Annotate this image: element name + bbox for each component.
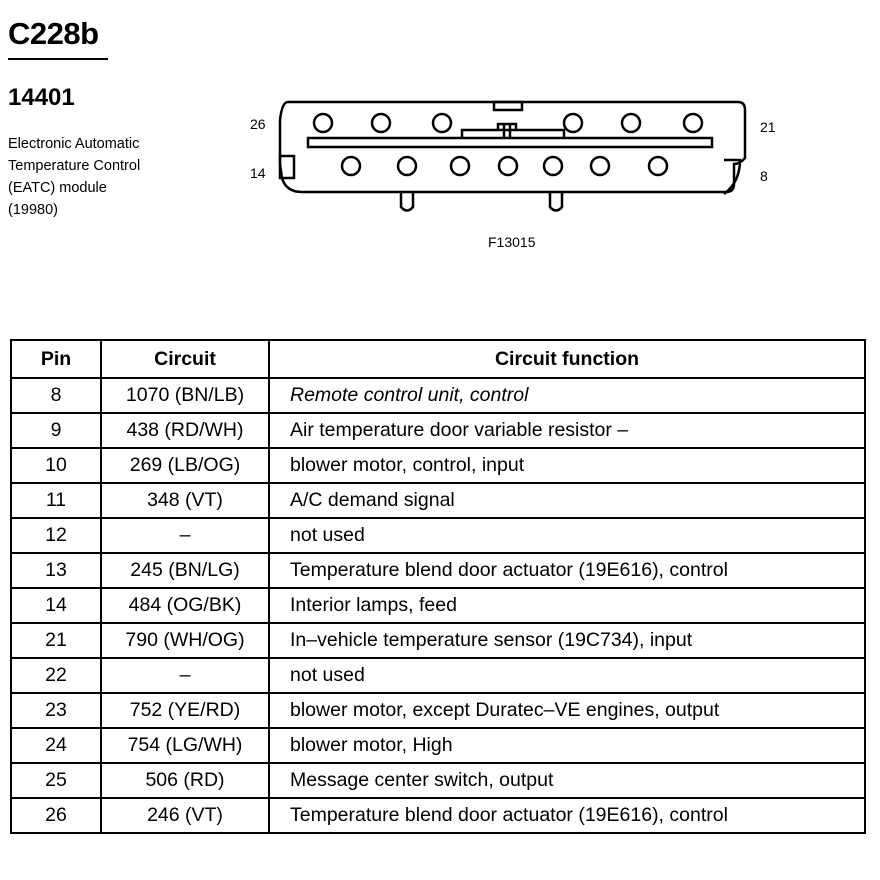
title-underline [8, 58, 108, 60]
pin-cell: 23 [11, 693, 101, 728]
header-circuit: Circuit [101, 340, 269, 378]
component-description [8, 133, 140, 221]
function-cell: not used [269, 518, 865, 553]
circuit-cell: 1070 (BN/LB) [101, 378, 269, 413]
connector-drawing [240, 92, 800, 220]
pin-cell: 22 [11, 658, 101, 693]
pin-hole [451, 157, 469, 175]
pin-cell: 13 [11, 553, 101, 588]
pin-cell: 24 [11, 728, 101, 763]
pin-hole [372, 114, 390, 132]
circuit-cell: 246 (VT) [101, 798, 269, 833]
description-line: Temperature Control [8, 158, 141, 174]
mount-tab [550, 192, 562, 211]
pin-label-bottom-right: 8 [760, 168, 768, 184]
pin-hole [342, 157, 360, 175]
pin-hole [544, 157, 562, 175]
circuit-cell: 438 (RD/WH) [101, 413, 269, 448]
table-row [11, 378, 865, 413]
pin-cell: 12 [11, 518, 101, 553]
key-notch [494, 102, 522, 110]
pin-cell: 26 [11, 798, 101, 833]
table-header-row [11, 340, 865, 378]
pin-cell: 11 [11, 483, 101, 518]
center-key [462, 124, 564, 138]
function-cell: Remote control unit, control [269, 378, 865, 413]
circuit-cell: 506 (RD) [101, 763, 269, 798]
table-row [11, 798, 865, 833]
circuit-cell: 752 (YE/RD) [101, 693, 269, 728]
header-function: Circuit function [269, 340, 865, 378]
pin-cell: 10 [11, 448, 101, 483]
pin-hole [591, 157, 609, 175]
pin-cell: 8 [11, 378, 101, 413]
function-cell: Temperature blend door actuator (19E616), control [269, 798, 865, 833]
pin-cell: 14 [11, 588, 101, 623]
pin-hole [499, 157, 517, 175]
pin-cell: 25 [11, 763, 101, 798]
mount-tab [401, 192, 413, 211]
pin-hole [649, 157, 667, 175]
circuit-cell: 245 (BN/LG) [101, 553, 269, 588]
table-row [11, 588, 865, 623]
circuit-cell: 790 (WH/OG) [101, 623, 269, 658]
circuit-cell: 484 (OG/BK) [101, 588, 269, 623]
pin-table [10, 339, 866, 834]
description-line: (19980) [8, 202, 58, 218]
pin-hole [622, 114, 640, 132]
table-row [11, 763, 865, 798]
pin-label-top-right: 21 [760, 119, 776, 135]
function-cell: A/C demand signal [269, 483, 865, 518]
function-cell: blower motor, except Duratec–VE engines, output [269, 693, 865, 728]
figure-id: F13015 [488, 234, 536, 250]
pin-hole [398, 157, 416, 175]
pin-cell: 9 [11, 413, 101, 448]
circuit-cell: – [101, 518, 269, 553]
circuit-cell: 754 (LG/WH) [101, 728, 269, 763]
center-bar [308, 138, 712, 147]
function-cell: In–vehicle temperature sensor (19C734), input [269, 623, 865, 658]
table-row [11, 728, 865, 763]
connector-face-diagram [240, 92, 800, 220]
pin-hole [433, 114, 451, 132]
table-row [11, 623, 865, 658]
table-row [11, 553, 865, 588]
circuit-cell: 348 (VT) [101, 483, 269, 518]
function-cell: not used [269, 658, 865, 693]
function-cell: Air temperature door variable resistor – [269, 413, 865, 448]
table-row [11, 658, 865, 693]
table-row [11, 518, 865, 553]
table-row [11, 483, 865, 518]
function-cell: Temperature blend door actuator (19E616), control [269, 553, 865, 588]
pin-label-bottom-left: 14 [250, 165, 266, 181]
circuit-cell: – [101, 658, 269, 693]
function-cell: blower motor, High [269, 728, 865, 763]
pin-label-top-left: 26 [250, 116, 266, 132]
function-cell: blower motor, control, input [269, 448, 865, 483]
description-line: Electronic Automatic [8, 136, 140, 152]
table-row [11, 413, 865, 448]
circuit-cell: 269 (LB/OG) [101, 448, 269, 483]
part-number: 14401 [8, 84, 75, 111]
pin-hole [684, 114, 702, 132]
header-pin: Pin [11, 340, 101, 378]
pin-cell: 21 [11, 623, 101, 658]
table-row [11, 448, 865, 483]
function-cell: Message center switch, output [269, 763, 865, 798]
function-cell: Interior lamps, feed [269, 588, 865, 623]
table-row [11, 693, 865, 728]
connector-id: C228b [8, 16, 99, 51]
pin-hole [564, 114, 582, 132]
description-line: (EATC) module [8, 180, 107, 196]
pin-hole [314, 114, 332, 132]
